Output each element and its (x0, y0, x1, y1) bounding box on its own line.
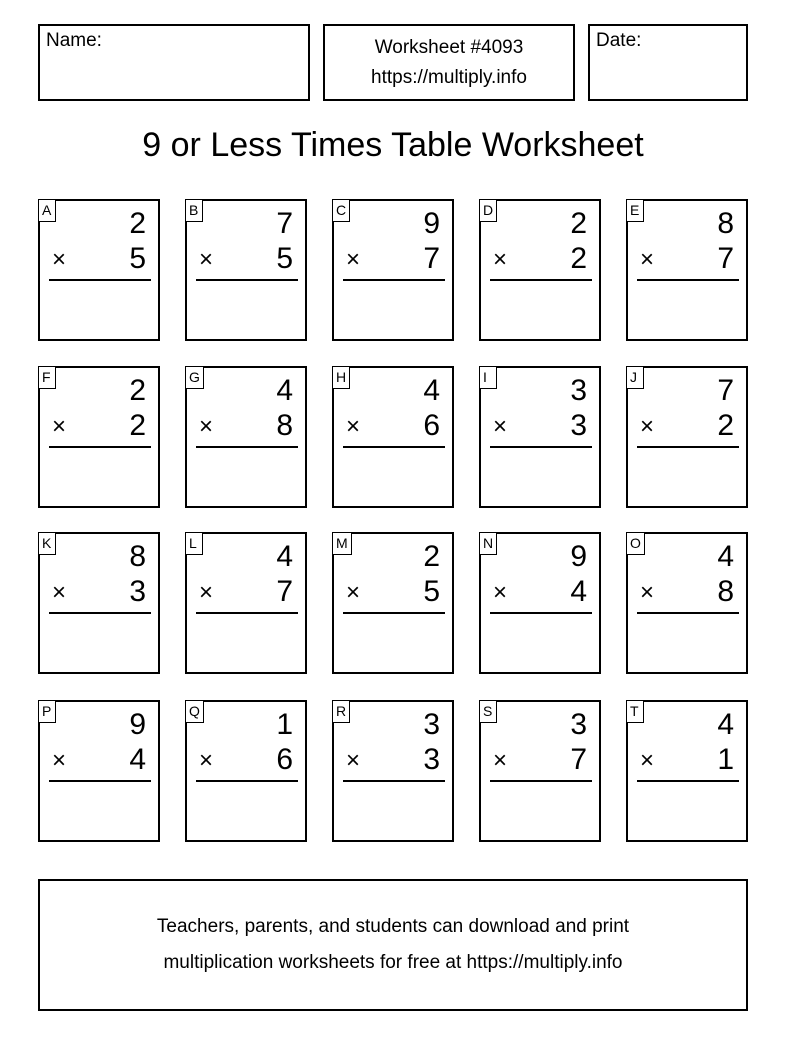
times-sign: × (199, 246, 214, 273)
answer-line (196, 446, 298, 448)
multiplier: 7 (276, 575, 293, 608)
problem-card[interactable] (479, 532, 601, 674)
multiplicand: 2 (129, 374, 146, 407)
problem-letter: C (332, 199, 350, 222)
multiplicand: 2 (129, 207, 146, 240)
times-sign: × (493, 413, 508, 440)
multiplicand: 9 (423, 207, 440, 240)
answer-line (49, 780, 151, 782)
times-sign: × (640, 413, 655, 440)
problem-letter: P (38, 700, 56, 723)
answer-line (49, 446, 151, 448)
times-sign: × (199, 579, 214, 606)
answer-line (343, 780, 445, 782)
problem-card[interactable] (38, 366, 160, 508)
problem-letter: G (185, 366, 204, 389)
name-box[interactable] (38, 24, 310, 101)
problem-card[interactable] (38, 700, 160, 842)
date-box[interactable] (588, 24, 748, 101)
footer-line-2: multiplication worksheets for free at https://multiply.info (163, 952, 623, 973)
problem-card[interactable] (185, 199, 307, 341)
multiplier: 4 (129, 743, 146, 776)
multiplier: 8 (717, 575, 734, 608)
multiplier: 3 (570, 409, 587, 442)
multiplier: 1 (717, 743, 734, 776)
problem-letter: I (479, 366, 497, 389)
multiplicand: 2 (423, 540, 440, 573)
multiplicand: 7 (276, 207, 293, 240)
multiplier: 7 (717, 242, 734, 275)
problem-letter: E (626, 199, 644, 222)
problem-card[interactable] (626, 199, 748, 341)
multiplicand: 4 (717, 708, 734, 741)
multiplicand: 4 (276, 540, 293, 573)
problem-card[interactable] (332, 199, 454, 341)
problem-card[interactable] (38, 199, 160, 341)
times-sign: × (52, 747, 67, 774)
name-label: Name: (46, 30, 102, 51)
problem-letter: H (332, 366, 350, 389)
problem-letter: D (479, 199, 497, 222)
problem-card[interactable] (38, 532, 160, 674)
multiplicand: 3 (570, 708, 587, 741)
answer-line (637, 279, 739, 281)
multiplier: 8 (276, 409, 293, 442)
multiplicand: 2 (570, 207, 587, 240)
times-sign: × (52, 413, 67, 440)
worksheet-url: https://multiply.info (371, 66, 527, 88)
times-sign: × (346, 747, 361, 774)
answer-line (196, 612, 298, 614)
multiplier: 2 (717, 409, 734, 442)
answer-line (196, 279, 298, 281)
multiplicand: 7 (717, 374, 734, 407)
answer-line (49, 279, 151, 281)
worksheet-number: Worksheet #4093 (374, 36, 524, 58)
footer-line-1: Teachers, parents, and students can download and print (156, 916, 630, 937)
multiplier: 7 (570, 743, 587, 776)
answer-line (343, 279, 445, 281)
problem-letter: J (626, 366, 644, 389)
problem-letter: M (332, 532, 352, 555)
problem-card[interactable] (479, 700, 601, 842)
multiplier: 4 (570, 575, 587, 608)
footer-box (38, 879, 748, 1011)
multiplier: 5 (423, 575, 440, 608)
problem-letter: Q (185, 700, 204, 723)
problem-card[interactable] (626, 532, 748, 674)
answer-line (490, 780, 592, 782)
times-sign: × (493, 246, 508, 273)
answer-line (490, 279, 592, 281)
multiplicand: 1 (276, 708, 293, 741)
answer-line (196, 780, 298, 782)
times-sign: × (493, 579, 508, 606)
multiplicand: 4 (276, 374, 293, 407)
times-sign: × (52, 246, 67, 273)
multiplicand: 4 (423, 374, 440, 407)
problem-letter: S (479, 700, 497, 723)
problem-letter: F (38, 366, 56, 389)
problem-letter: L (185, 532, 203, 555)
problem-card[interactable] (626, 700, 748, 842)
answer-line (343, 612, 445, 614)
multiplier: 2 (129, 409, 146, 442)
answer-line (49, 612, 151, 614)
times-sign: × (640, 747, 655, 774)
times-sign: × (346, 413, 361, 440)
answer-line (490, 446, 592, 448)
problem-letter: R (332, 700, 350, 723)
times-sign: × (640, 246, 655, 273)
multiplier: 3 (423, 743, 440, 776)
problem-letter: N (479, 532, 497, 555)
multiplicand: 8 (717, 207, 734, 240)
multiplier: 2 (570, 242, 587, 275)
multiplicand: 9 (129, 708, 146, 741)
problem-letter: B (185, 199, 203, 222)
problem-card[interactable] (479, 199, 601, 341)
multiplicand: 9 (570, 540, 587, 573)
answer-line (343, 446, 445, 448)
problem-letter: O (626, 532, 645, 555)
problem-card[interactable] (626, 366, 748, 508)
times-sign: × (199, 747, 214, 774)
date-label: Date: (596, 30, 642, 51)
answer-line (637, 612, 739, 614)
problem-card[interactable] (332, 700, 454, 842)
answer-line (490, 612, 592, 614)
page-title: 9 or Less Times Table Worksheet (142, 126, 644, 164)
multiplier: 5 (129, 242, 146, 275)
answer-line (637, 780, 739, 782)
problem-card[interactable] (479, 366, 601, 508)
problem-card[interactable] (332, 366, 454, 508)
times-sign: × (52, 579, 67, 606)
times-sign: × (640, 579, 655, 606)
times-sign: × (346, 246, 361, 273)
problem-card[interactable] (185, 532, 307, 674)
times-sign: × (199, 413, 214, 440)
problem-card[interactable] (332, 532, 454, 674)
times-sign: × (493, 747, 508, 774)
problem-card[interactable] (185, 366, 307, 508)
answer-line (637, 446, 739, 448)
multiplier: 6 (276, 743, 293, 776)
multiplicand: 3 (570, 374, 587, 407)
multiplier: 7 (423, 242, 440, 275)
multiplier: 5 (276, 242, 293, 275)
multiplier: 3 (129, 575, 146, 608)
multiplicand: 4 (717, 540, 734, 573)
worksheet-info-box (323, 24, 575, 101)
problem-card[interactable] (185, 700, 307, 842)
multiplier: 6 (423, 409, 440, 442)
times-sign: × (346, 579, 361, 606)
multiplicand: 3 (423, 708, 440, 741)
problem-letter: T (626, 700, 644, 723)
problem-letter: A (38, 199, 56, 222)
multiplicand: 8 (129, 540, 146, 573)
problem-letter: K (38, 532, 56, 555)
